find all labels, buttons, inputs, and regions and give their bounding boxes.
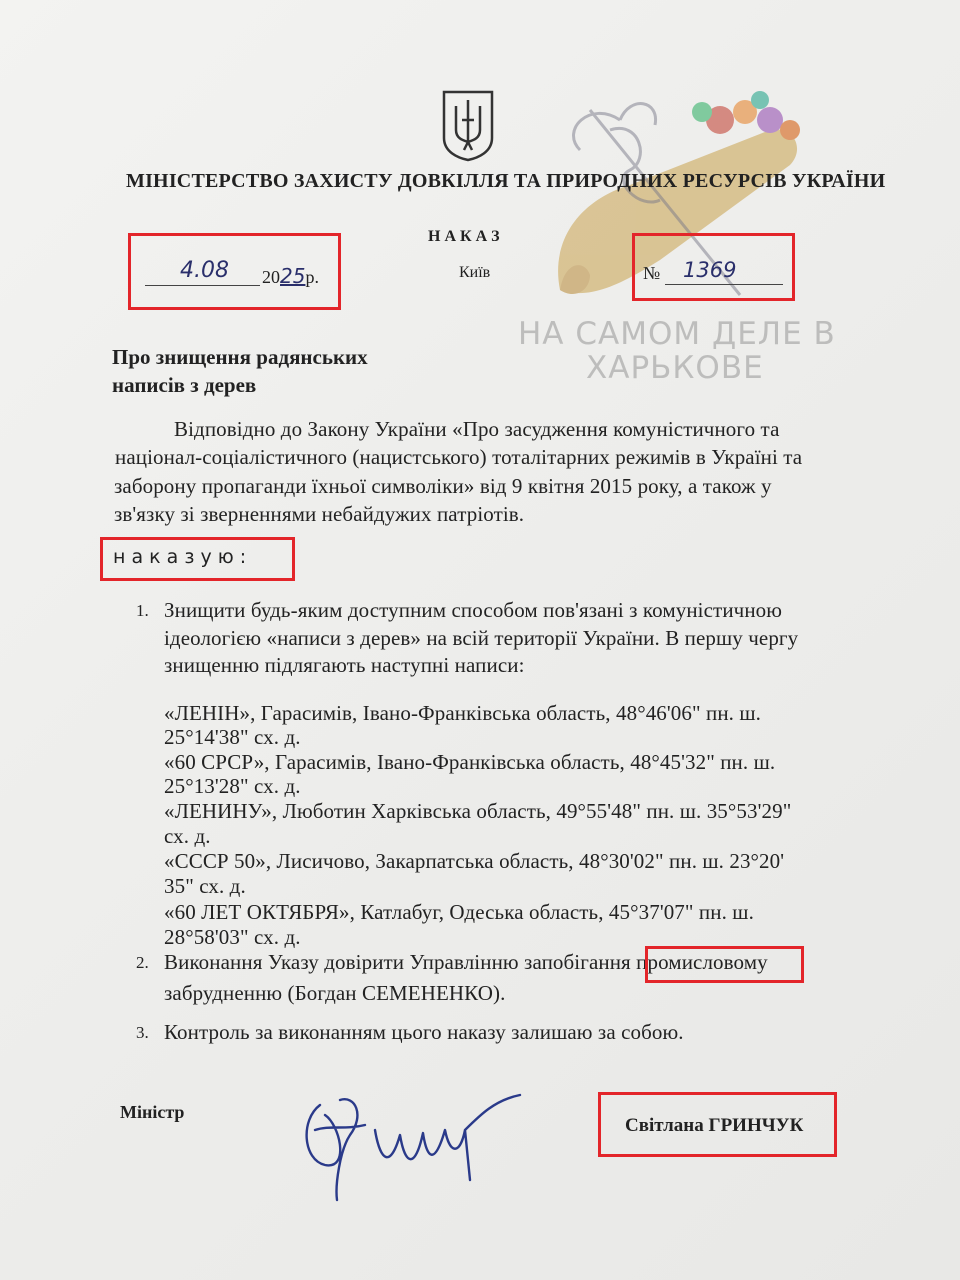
- item-1-number: 1.: [136, 601, 149, 620]
- item-2-number: 2.: [136, 953, 149, 972]
- number-handwritten: 1369: [683, 258, 737, 282]
- year-suffix: р.: [305, 267, 319, 287]
- date-handwritten: 4.08: [180, 258, 229, 283]
- item-2-highlighted-word: промисловому: [636, 950, 768, 974]
- inscription-line: «60 ЛЕТ ОКТЯБРЯ», Катлабуг, Одеська область, 45°37'07" пн. ш.: [164, 900, 754, 924]
- item-1-line-1: Знищити будь-яким доступним способом пов'язані з комуністичною: [164, 598, 783, 622]
- industrial-word-highlight-box: [645, 946, 804, 983]
- ministry-name: МІНІСТЕРСТВО ЗАХИСТУ ДОВКІЛЛЯ ТА ПРИРОДНИХ РЕСУРСІВ УКРАЇНИ: [126, 170, 886, 192]
- item-3-number: 3.: [136, 1023, 149, 1042]
- watermark-line-1: НА САМОМ ДЕЛЕ В: [518, 316, 836, 352]
- preamble-line-4: зв'язку зі зверненнями небайдужих патріотів.: [114, 502, 525, 526]
- city: Київ: [459, 264, 491, 281]
- inscription-line: 25°14'38" сх. д.: [164, 725, 301, 749]
- year-handwritten: 25: [280, 264, 306, 288]
- inscription-line: «60 СРСР», Гарасимів, Івано-Франківська область, 48°45'32" пн. ш.: [164, 750, 776, 774]
- inscription-line: «СССР 50», Лисичово, Закарпатська область, 48°30'02" пн. ш. 23°20': [164, 849, 785, 873]
- number-sign: №: [643, 263, 661, 283]
- inscription-line: «ЛЕНІН», Гарасимів, Івано-Франківська область, 48°46'06" пн. ш.: [164, 701, 762, 725]
- document-type: Н А К А З: [428, 228, 500, 245]
- inscription-line: 35" сх. д.: [164, 874, 246, 898]
- signatory-name: Світлана ГРИНЧУК: [625, 1115, 804, 1136]
- preamble-line-2: націонал-соціалістичного (нацистського) тоталітарних режимів в Україні та: [115, 445, 803, 469]
- number-highlight-box: [632, 233, 795, 301]
- item-2-text: Виконання Указу довірити Управлінню запобігання: [164, 950, 637, 974]
- inscription-line: 25°13'28" сх. д.: [164, 774, 301, 798]
- order-word-highlight-box: [100, 537, 295, 581]
- item-1-line-2: ідеологією «написи з дерев» на всій території України. В першу чергу: [164, 626, 799, 650]
- subject-line-2: написів з дерев: [112, 373, 257, 397]
- inscription-line: 28°58'03" сх. д.: [164, 925, 301, 949]
- preamble-line-3: заборону пропаганди їхньої символіки» від 9 квітня 2015 року, а також у: [114, 474, 772, 498]
- date-highlight-box: [128, 233, 341, 310]
- inscription-line: сх. д.: [164, 824, 211, 848]
- signatory-highlight-box: [598, 1092, 837, 1157]
- item-2-line-2: забрудненню (Богдан СЕМЕНЕНКО).: [164, 981, 506, 1005]
- watermark-line-2: ХАРЬКОВЕ: [586, 350, 764, 386]
- handwritten-signature: [295, 1085, 525, 1210]
- inscription-line: «ЛЕНИНУ», Люботин Харківська область, 49°55'48" пн. ш. 35°53'29": [164, 799, 792, 823]
- preamble-line-1: Відповідно до Закону України «Про засудження комуністичного та: [174, 417, 780, 441]
- signatory-title: Міністр: [120, 1102, 185, 1122]
- item-3-line: Контроль за виконанням цього наказу залишаю за собою.: [164, 1020, 684, 1044]
- subject-line-1: Про знищення радянських: [112, 345, 368, 369]
- order-word: н а к а з у ю :: [113, 546, 247, 568]
- item-1-line-3: знищенню підлягають наступні написи:: [164, 653, 525, 677]
- coat-of-arms-icon: [442, 90, 494, 162]
- year-prefix: 20: [262, 267, 280, 287]
